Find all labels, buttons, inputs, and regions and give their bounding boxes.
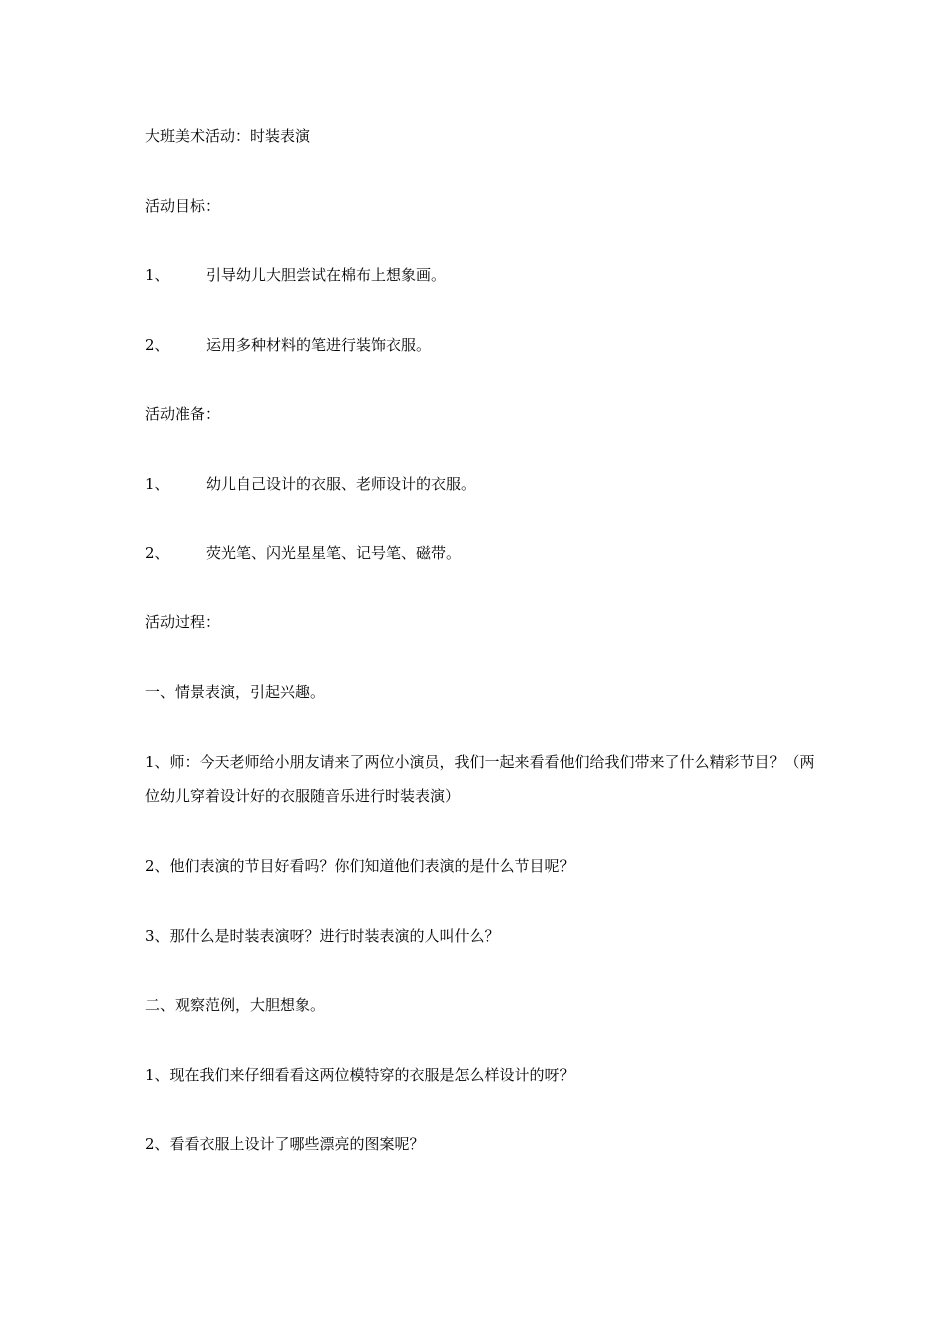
prep-item-1-text: 幼儿自己设计的衣服、老师设计的衣服。 <box>206 475 477 493</box>
goal-item-1-number: 1、 <box>145 266 170 284</box>
goal-item-1 <box>145 267 446 284</box>
prep-item-2-number: 2、 <box>145 544 170 562</box>
section-2-paragraph-2: 2、看看衣服上设计了哪些漂亮的图案呢？ <box>145 1135 425 1153</box>
prep-item-2 <box>145 545 461 562</box>
section-1-paragraph-3: 3、那什么是时装表演呀？进行时装表演的人叫什么？ <box>145 927 500 945</box>
goal-item-2-number: 2、 <box>145 336 170 354</box>
goal-item-2 <box>145 337 431 354</box>
prep-item-1-number: 1、 <box>145 475 170 493</box>
section-1-paragraph-2: 2、他们表演的节目好看吗？你们知道他们表演的是什么节目呢？ <box>145 857 575 875</box>
goals-heading: 活动目标： <box>145 197 221 215</box>
section-1-heading: 一、情景表演，引起兴趣。 <box>145 683 326 701</box>
section-2-heading: 二、观察范例，大胆想象。 <box>145 996 326 1014</box>
section-1-paragraph-1: 1、师：今天老师给小朋友请来了两位小演员，我们一起来看看他们给我们带来了什么精彩节目？（两位幼儿穿着设计好的衣服随音乐进行时装表演） <box>145 753 815 805</box>
goal-item-1-text: 引导幼儿大胆尝试在棉布上想象画。 <box>206 266 447 284</box>
section-2-paragraph-1: 1、现在我们来仔细看看这两位模特穿的衣服是怎么样设计的呀？ <box>145 1066 575 1084</box>
document-title: 大班美术活动：时装表演 <box>145 127 311 145</box>
process-heading: 活动过程： <box>145 613 221 631</box>
goal-item-2-text: 运用多种材料的笔进行装饰衣服。 <box>206 336 432 354</box>
prep-heading: 活动准备： <box>145 405 221 423</box>
prep-item-1 <box>145 476 476 493</box>
prep-item-2-text: 荧光笔、闪光星星笔、记号笔、磁带。 <box>206 544 462 562</box>
